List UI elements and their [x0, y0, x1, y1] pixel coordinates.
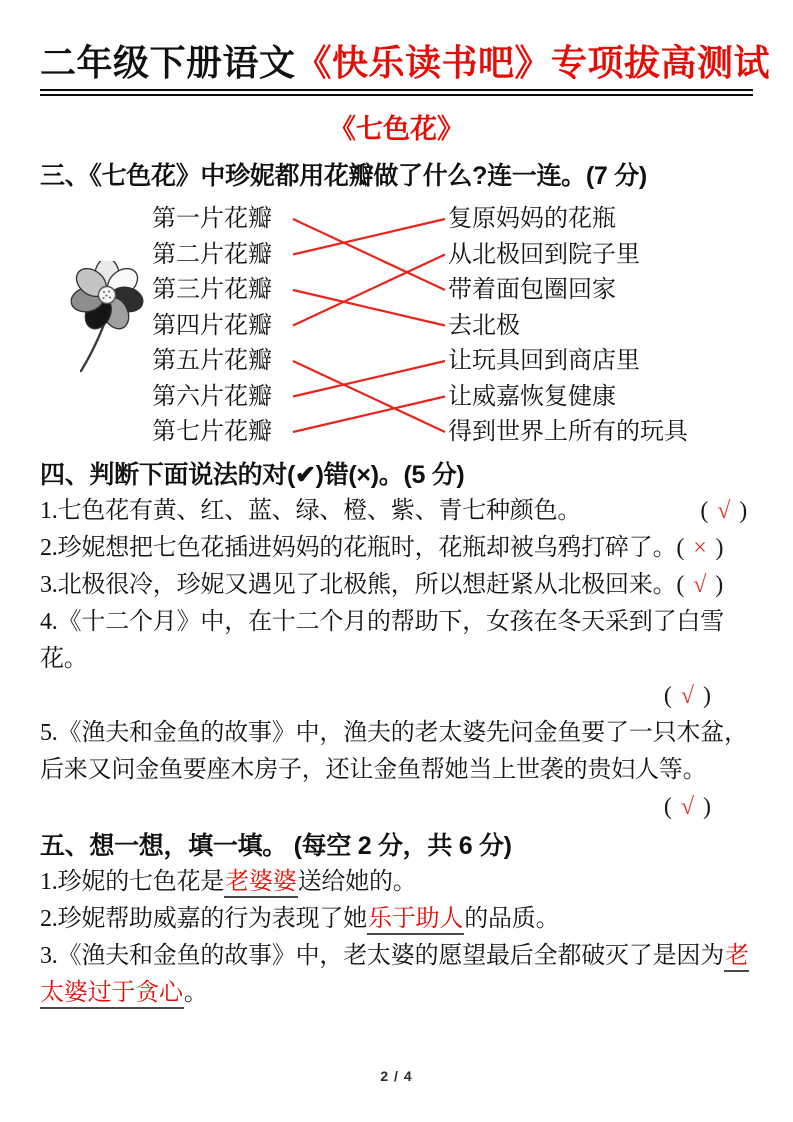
- fill-answer-3: 老太婆过于贪心: [40, 943, 749, 1009]
- subtitle: 《七色花》: [329, 114, 464, 145]
- fill-question-3: 3.《渔夫和金鱼的故事》中，老太婆的愿望最后全都破灭了是因为老太婆过于贪心。: [40, 938, 753, 1012]
- tf-question-3: [40, 567, 753, 604]
- title-black-part: 二年级下册语文: [40, 43, 296, 83]
- page-number: 2 / 4: [380, 1068, 413, 1084]
- title-red-part: 《快乐读书吧》专项拔高测试: [295, 43, 771, 83]
- tf-question-5: [40, 715, 753, 789]
- action-item-7: 得到世界上所有的玩具: [448, 419, 688, 446]
- action-item-2: 从北极回到院子里: [448, 241, 640, 268]
- petal-item-5: 第五片花瓣: [152, 348, 272, 375]
- cross-mark: ×: [693, 535, 707, 562]
- tf-question-2-text: 2.珍妮想把七色花插进妈妈的花瓶时，花瓶却被乌鸦打碎了。: [40, 535, 677, 562]
- page-title: [40, 42, 771, 84]
- petal-item-1: 第一片花瓣: [152, 206, 272, 233]
- tf-answer-2: ( × ): [676, 535, 724, 562]
- fill-question-2: 2.珍妮帮助威嘉的行为表现了她乐于助人的品质。: [40, 901, 753, 938]
- action-item-6: 让威嘉恢复健康: [448, 383, 616, 410]
- check-mark: √: [680, 683, 694, 710]
- petal-item-3: 第三片花瓣: [152, 277, 272, 304]
- action-item-3: 带着面包圈回家: [448, 277, 616, 304]
- action-item-5: 让玩具回到商店里: [448, 348, 640, 375]
- tf-question-4: [40, 604, 753, 678]
- matching-area: [40, 201, 753, 453]
- tf-answer-5-line: [40, 789, 753, 826]
- petal-item-7: 第七片花瓣: [152, 419, 272, 446]
- fill-question-1: 1.珍妮的七色花是老婆婆送给她的。: [40, 864, 753, 901]
- action-item-1: 复原妈妈的花瓶: [448, 206, 616, 233]
- check-mark: √: [693, 572, 707, 599]
- tf-question-1-text: 1.七色花有黄、红、蓝、绿、橙、紫、青七种颜色。: [40, 498, 582, 525]
- tf-question-4-text: 4.《十二个月》中，在十二个月的帮助下，女孩在冬天采到了白雪花。: [40, 609, 724, 673]
- petal-item-6: 第六片花瓣: [152, 383, 272, 410]
- tf-question-2: [40, 530, 753, 567]
- fill-answer-1: 老婆婆: [224, 869, 297, 898]
- section4-heading: 四、判断下面说法的对(✔)错(×)。(5 分): [40, 461, 465, 490]
- fill-answer-2: 乐于助人: [367, 906, 464, 935]
- petal-item-4: 第四片花瓣: [152, 312, 272, 339]
- tf-answer-3: ( √ ): [676, 572, 723, 599]
- tf-answer-1: ( √ ): [700, 498, 747, 525]
- section3-heading: 三、《七色花》中珍妮都用花瓣做了什么?连一连。(7 分): [40, 162, 647, 191]
- check-mark: √: [680, 794, 694, 821]
- tf-answer-5: ( √ ): [663, 794, 711, 821]
- section5-heading: 五、想一想，填一填。 (每空 2 分，共 6 分): [40, 832, 512, 861]
- tf-question-3-text: 3.北极很冷，珍妮又遇见了北极熊，所以想赶紧从北极回来。: [40, 572, 677, 599]
- title-double-underline: [40, 89, 753, 96]
- tf-question-5-text: 5.《渔夫和金鱼的故事》中，渔夫的老太婆先问金鱼要了一只木盆，后来又问金鱼要座木房子，还让金鱼帮她当上世袭的贵妇人等。: [40, 720, 748, 784]
- tf-answer-4-line: [40, 678, 753, 715]
- check-mark: √: [717, 498, 731, 525]
- petal-item-2: 第二片花瓣: [152, 241, 272, 268]
- action-item-4: 去北极: [448, 312, 520, 339]
- seven-color-flower-icon: [68, 261, 146, 377]
- tf-answer-4: ( √ ): [663, 683, 711, 710]
- tf-question-1: [40, 493, 753, 530]
